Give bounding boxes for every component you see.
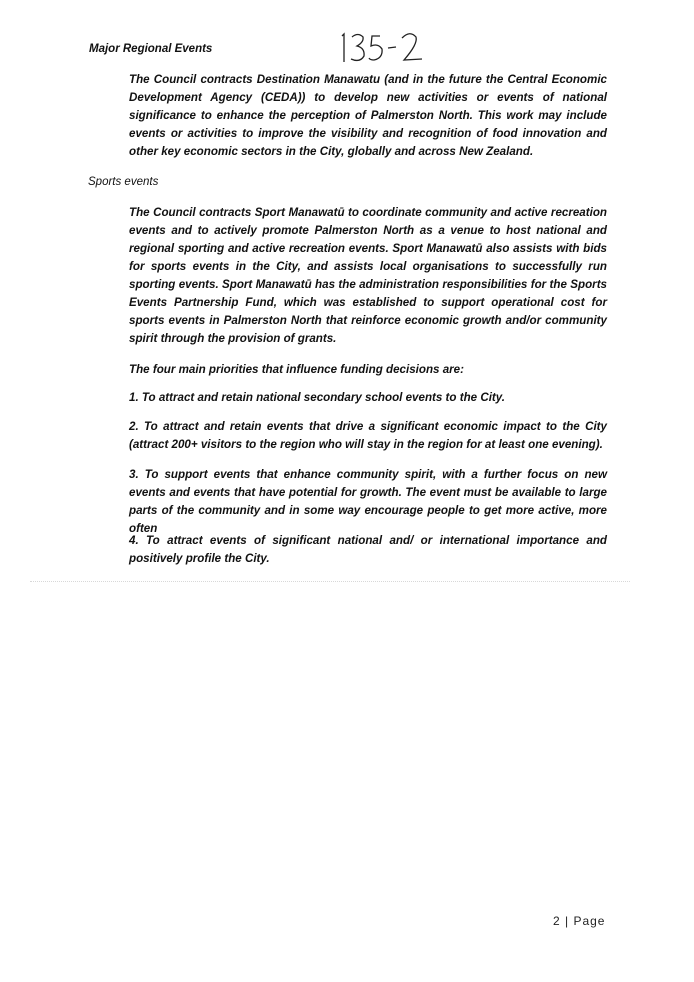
scan-artifact-line (30, 581, 630, 583)
priority-item: 2. To attract and retain events that drive a significant economic impact to the City (attract 200+ visitors to the region who will stay in the region for at least one evening). (129, 420, 607, 451)
major-events-paragraph: The Council contracts Destination Manawatu (and in the future the Central Economic Development Agency (CEDA)) to develop new activities or events of national significance to enhance the perception of Palmerston North. This work may include events or activities to improve the visibility and recognition of food innovation and other key economic sectors in the City, globally and across New Zealand. (129, 73, 607, 158)
section-title: Major Regional Events (89, 43, 213, 55)
priority-item: 4. To attract events of significant national and/ or international importance and positively profile the City. (129, 534, 607, 565)
priority-item: 3. To support events that enhance community spirit, with a further focus on new events and events that have potential for growth. The event must be available to large parts of the community and in some way encourage people to get more active, more often (129, 468, 607, 535)
handwritten-note (336, 28, 436, 68)
priorities-intro: The four main priorities that influence funding decisions are: (129, 363, 464, 376)
priority-item: 1. To attract and retain national secondary school events to the City. (129, 391, 506, 404)
sports-events-paragraph: The Council contracts Sport Manawatū to coordinate community and active recreation events and to actively promote Palmerston North as a venue to host national and regional sporting and active recreation events. Sport Manawatū also assists with bids for sports events in the City, and assists local organisations to successfully run sporting events. Sport Manawatū has the administration responsibilities for the Sports Events Partnership Fund, which was established to support operational cost for sports events in Palmerston North that reinforce economic growth and/or community spirit through the provision of grants. (129, 206, 607, 345)
page-number: 2 | Page (553, 914, 606, 928)
sports-events-heading: Sports events (88, 176, 159, 188)
